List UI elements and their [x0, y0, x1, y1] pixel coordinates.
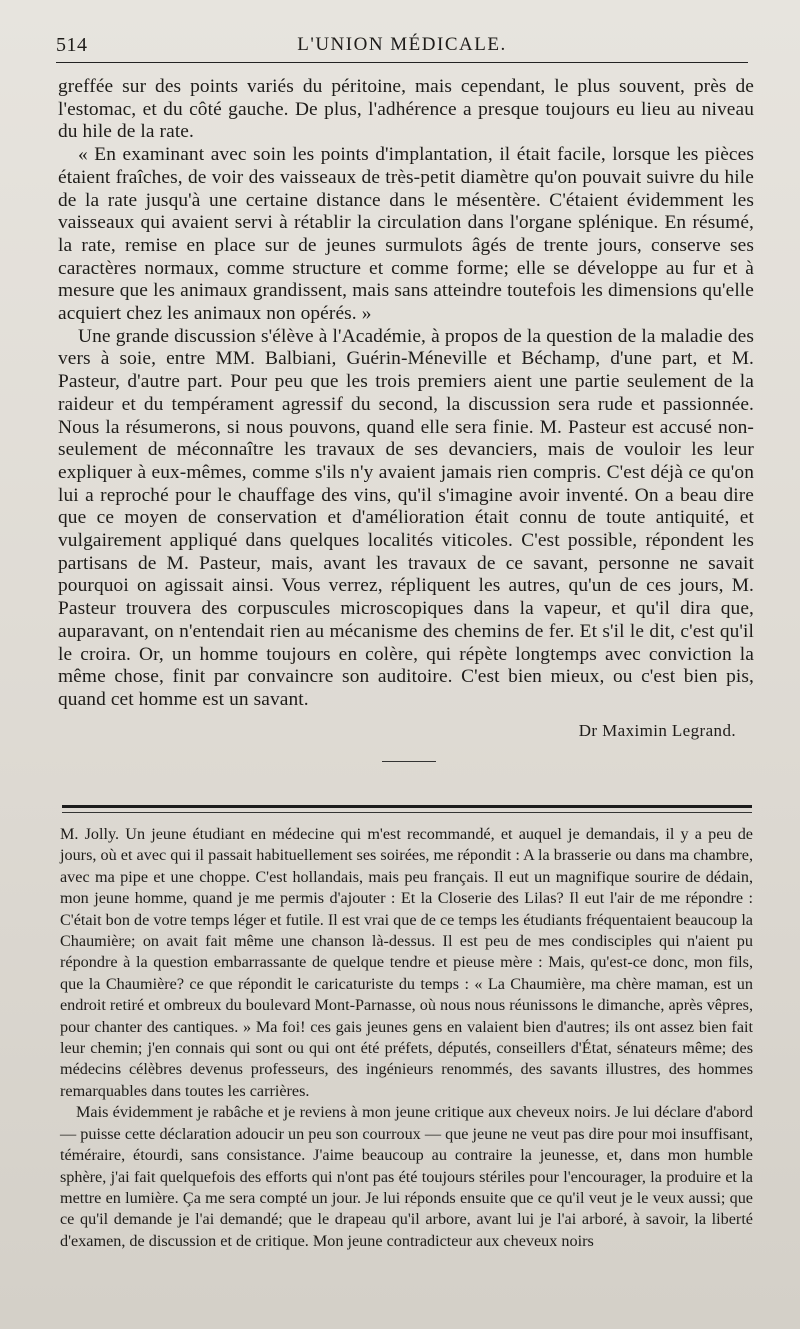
section-divider — [382, 761, 436, 762]
article-paragraph: greffée sur des points variés du péritoine, mais cependant, le plus souvent, près de l'estomac, et du côté gauche. De plus, l'adhérence a presque toujours eu lieu au niveau du hile de la rate. — [58, 76, 754, 143]
feuilleton-column — [60, 824, 753, 1252]
article-paragraph: « En examinant avec soin les points d'implantation, il était facile, lorsque les pièces étaient fraîches, de voir des vaisseaux de très-petit diamètre qu'on pouvait suivre du hile de la rate jusqu'à une certaine distance dans le mésentère. C'étaient évidemment les vaisseaux qui avaient servi à rétablir la circulation dans l'organe splénique. En résumé, la rate, remise en place sur de jeunes surmulots âgés de trente jours, conserve ses caractères normaux, comme structure et comme forme; elle se développe au fur et à mesure que les animaux grandissent, mais sans atteindre toutefois les dimensions qu'elle acquiert chez les animaux non opérés. » — [58, 144, 754, 325]
article-paragraph: Une grande discussion s'élève à l'Académie, à propos de la question de la maladie des vers à soie, entre MM. Balbiani, Guérin-Méneville et Béchamp, d'une part, et M. Pasteur, d'autre part. Pour peu que les trois premiers aient une partie seulement de la raideur et du tempérament agressif du second, la discussion sera rude et passionnée. Nous la résumerons, si nous pouvons, quand elle sera finie. M. Pasteur est accusé non-seulement de méconnaître les travaux de ses devanciers, mais de vouloir les leur expliquer à eux-mêmes, comme s'ils n'y avaient jamais rien compris. C'est déjà ce qu'on lui a reproché pour le chauffage des vins, qu'il s'imagine avoir inventé. On a beau dire que ce moyen de conservation et d'amélioration était connu de toute antiquité, et vulgairement appliqué dans quelques localités viticoles. C'est possible, répondent les partisans de M. Pasteur, mais, avant les travaux de ce savant, personne ne savait pourquoi on agissait ainsi. Vous verrez, répliquent les autres, qu'un de ces jours, M. Pasteur trouvera des corpuscules microscopiques dans la vapeur, et qu'il dira que, auparavant, on n'entendait rien au mécanisme des chemins de fer. Et s'il le dit, c'est qu'il le croira. Or, un homme toujours en colère, qui répète longtemps avec conviction la même chose, finit par convaincre son auditoire. C'est bien mieux, ou c'est bien pis, quand cet homme est un savant. — [58, 325, 754, 710]
feuilleton-paragraph: Mais évidemment je rabâche et je reviens à mon jeune critique aux cheveux noirs. Je lui déclare d'abord — puisse cette déclaration adoucir un peu son courroux — que jeune ne veut pas dire pour moi insuffisant, téméraire, étourdi, sans consistance. J'aime beaucoup au contraire la jeunesse, et, dans mon humble sphère, j'ai fait quelquefois des efforts qui n'ont pas été toujours stériles pour l'encourager, la produire et la mettre en lumière. Ça me sera compté un jour. Je lui réponds ensuite que ce qu'il veut je le veux aussi; que ce qu'il demande je l'ai demandé; que le drapeau qu'il arbore, avant lui je l'ai arboré, à savoir, la liberté d'examen, de discussion et de critique. Mon jeune contradicteur aux cheveux noirs — [60, 1103, 753, 1250]
running-title: L'UNION MÉDICALE. — [297, 34, 507, 55]
page-number: 514 — [56, 34, 88, 56]
author-signature: Dr Maximin Legrand. — [578, 721, 736, 740]
feuilleton-paragraph: M. Jolly. Un jeune étudiant en médecine qui m'est recommandé, et auquel je demandais, il y a peu de jours, où et avec qui il passait habituellement ses soirées, me répondit : A la brasserie ou dans ma chambre, avec ma pipe et une choppe. C'est hollandais, mais peu français. Il eut un magnifique sourire de dédain, mon jeune homme, quand je me permis d'ajouter : Et la Closerie des Lilas? Il eut l'air de me répondre : C'était bon de votre temps léger et futile. Il est vrai que de ce temps les étudiants fréquentaient beaucoup la Chaumière; on avait fait même une chanson là-dessus. Il est peu de mes condisciples qui n'aient pu répondre à la question embarrassante de quelque tendre et pieuse mère : Mais, qu'est-ce donc, mon fils, que la Chaumière? ce que répondit le caricaturiste du temps : « La Chaumière, ma chère maman, est un endroit retiré et ombreux du boulevard Mont-Parnasse, où nous nous réunissons le dimanche, après vêpres, pour chanter des cantiques. » Ma foi! ces gais jeunes gens en valaient bien d'autres; ils ont assez bien fait leur chemin; j'en connais qui sont ou qui ont été préfets, députés, conseillers d'État, sénateurs même; des médecins célèbres devenus professeurs, des ingénieurs renommés, des savants illustres, des hommes remarquables dans toutes les carrières. — [60, 825, 753, 1100]
page-header — [56, 28, 748, 63]
article-body — [58, 76, 754, 712]
feuilleton-divider — [62, 805, 752, 808]
